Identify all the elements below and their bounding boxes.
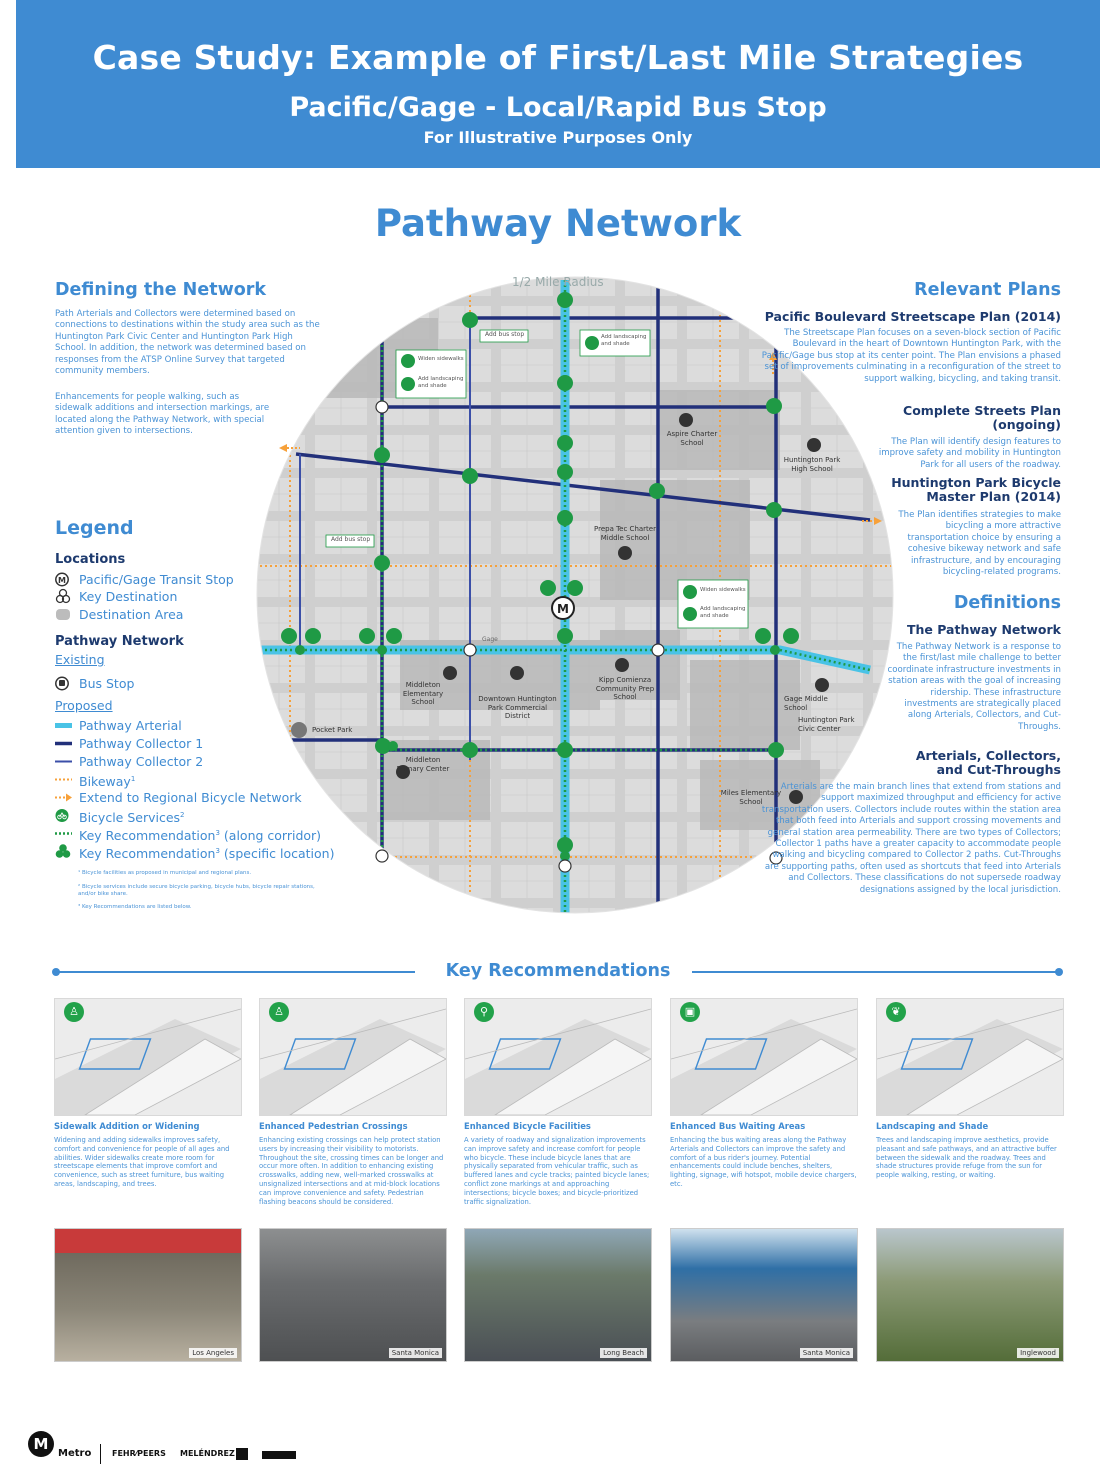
plan-2-title-a: Complete Streets Plan [903,403,1061,418]
footnote-2: ² Bicycle services include secure bicycle parking, bicycle hubs, bicycle repair stations, and/or bike share. [78,884,315,897]
kr-body: Enhancing the bus waiting areas along the Pathway Arterials and Collectors can improve the safety and comfort of a bus rider's journey. Potential enhancements could include benches, shelters, lighting, signage, wifi hotspot, mobile device chargers, etc. [670,1136,857,1188]
definition-2-title-a: Arterials, Collectors, [915,748,1061,763]
legend-bikeway-label: Bikeway [79,774,131,790]
definition-2-title-b: and Cut-Throughs [936,762,1061,777]
place-prepatec: Prepa Tec Charter Middle School [594,525,656,542]
kr-photo [670,1228,858,1362]
plan-2-title [903,404,1061,432]
place-aspire: Aspire Charter School [666,430,718,447]
footer-divider [100,1444,101,1464]
legend-key-destination-label: Key Destination [79,589,178,604]
kr-body: Trees and landscaping improve aesthetics, provide pleasant and safe pathways, and an attractive buffer between the sidewalk and the roadway. Trees and shade structures provide refuge from the sun for people walking, resting, or waiting. [876,1136,1057,1180]
callout-widen-sidewalks-left: Widen sidewalks [418,356,464,362]
footnote-1: ¹ Bicycle facilities as proposed in municipal and regional plans. [78,870,252,876]
legend-collector-1-label: Pathway Collector 1 [79,736,204,751]
place-hphs: Huntington Park High School [783,456,841,473]
callout-landscaping-left: Add landscaping and shade [418,376,464,389]
legend-destination-area-label: Destination Area [79,607,184,622]
kr-title: Enhanced Bicycle Facilities [464,1121,591,1131]
plan-2-body: The Plan will identify design features to improve safety and mobility in Huntington Park for all users of the roadway. [878,437,1061,470]
legend-transit-stop-label: Pacific/Gage Transit Stop [79,572,234,587]
kr-photo [876,1228,1064,1362]
section-title: Pathway Network [374,202,742,245]
pedestrian-icon: ♙ [64,1002,84,1022]
legend-existing-heading: Existing [55,652,105,667]
kr-photo-caption: Santa Monica [389,1348,442,1358]
legend-heading: Legend [55,517,134,539]
callout-add-bus-stop-top: Add bus stop [485,331,525,338]
kr-title: Sidewalk Addition or Widening [54,1121,200,1131]
footnote-3: ³ Key Recommendations are listed below. [78,904,192,910]
metro-logo-icon: M [28,1431,54,1457]
bus-icon: ▣ [680,1002,700,1022]
kr-photo [464,1228,652,1362]
svg-text:M: M [58,576,66,585]
kr-photo [259,1228,447,1362]
kr-title: Enhanced Bus Waiting Areas [670,1121,806,1131]
partner-logo-bar [262,1451,296,1459]
place-middleton-elementary: Middleton Elementary School [402,681,444,706]
definition-2-body: Arterials are the main branch lines that extend from stations and support maximized throughput and efficiency for active transportation users. Collectors include routes within the station area that both feed into Arterials and support crossing movements and general station area permeability. There are two types of Collectors; Collector 1 paths have a greater capacity to accommodate people walking and bicycling compared to Collector 2 paths. Cut-Throughs are supporting paths, often used as shortcuts that feed into Arterials and Collectors. These classifications do not supersede roadway designations assigned by the local jurisdiction. [761,782,1061,895]
definition-1-body: The Pathway Network is a response to the first/last mile challenge to better coordinate infrastructure investments in station areas with the goal of increasing ridership. These infrastructure investments are strategically placed along Arterials, Collectors, and Cut-Throughs. [887,642,1061,732]
legend-key-rec-corridor-label: Key Recommendation [79,828,216,844]
bicycle-icon: ⚲ [474,1002,494,1022]
kr-photo [54,1228,242,1362]
legend-bicycle-services-label: Bicycle Services [79,810,181,826]
legend-extend-label: Extend to Regional Bicycle Network [79,790,302,805]
kr-photo-caption: Santa Monica [800,1348,853,1358]
callout-add-bus-stop-left: Add bus stop [331,536,371,543]
svg-text:M: M [557,602,569,616]
plan-2-title-b: (ongoing) [992,417,1061,432]
legend-arterial-label: Pathway Arterial [79,718,182,733]
legend-key-rec-specific-label: Key Recommendation [79,846,216,862]
place-civic-center: Huntington Park Civic Center [798,716,855,733]
plan-3-title-a: Huntington Park Bicycle [891,475,1061,490]
kr-title: Enhanced Pedestrian Crossings [259,1121,408,1131]
callout-landscaping-top: Add landscaping and shade [601,334,647,347]
key-recommendations-heading: Key Recommendations [445,961,671,981]
legend-key-rec-corridor-sup: 3 [215,829,220,837]
plan-3-title-b: Master Plan (2014) [926,489,1061,504]
leaf-icon: ❦ [886,1002,906,1022]
plan-3-title [891,476,1061,504]
kr-photo-caption: Long Beach [600,1348,647,1358]
kr-photo-caption: Los Angeles [189,1348,237,1358]
callout-widen-sidewalks-right: Widen sidewalks [700,587,746,593]
legend-bikeway-sup: 1 [130,775,136,783]
place-miles: Miles Elementary School [720,789,782,806]
place-kipp: Kipp Comienza Community Prep School [595,676,655,701]
definition-2-title [916,749,1061,777]
extend-arrow-west-icon [279,444,287,452]
definition-1-title: The Pathway Network [906,622,1061,637]
legend-collector-2-label: Pathway Collector 2 [79,754,204,769]
kr-body: Widening and adding sidewalks improves safety, comfort and convenience for people of all ages and abilities. Wider sidewalks create more room for streetscape elements that improve comfort and convenience, such as street furniture, bus waiting areas, landscaping, and trees. [54,1136,230,1188]
plan-1-body: The Streetscape Plan focuses on a seven-block section of Pacific Boulevard in the heart of Downtown Huntington Park, with the Pacific/Gage bus stop at its center point. The Plan envisions a phased set of improvements culminating in a reconfiguration of the street to support walking, bicycling, and taking transit. [761,328,1061,384]
kr-body: A variety of roadway and signalization improvements can improve safety and increase comfort for people who bicycle. These include bicycle lanes that are physically separated from vehicular traffic, such as buffered lanes and cycle tracks; painted bicycle lanes; conflict zone markings at and approaching intersections; bicycle boxes; and bicycle-prioritized traffic signalization. [464,1136,650,1206]
map-radius-label: 1/2 Mile Radius [512,275,604,289]
relevant-heading: Relevant Plans [914,280,1061,300]
legend-bus-stop-label: Bus Stop [79,676,135,691]
callout-landscaping-right: Add landscaping and shade [700,606,746,619]
place-gage-ms: Gage Middle School [784,695,828,712]
place-downtown: Downtown Huntington Park Commercial District [478,695,557,720]
plan-3-body: The Plan identifies strategies to make bicycling a more attractive transportation choice by ensuring a cohesive bikeway network and safe infrastructure, and by encouraging bicycling-related programs. [898,510,1061,578]
legend-pathway-heading: Pathway Network [55,634,184,649]
legend-key-rec-corridor-suffix: (along corridor) [219,828,322,844]
legend-proposed-heading: Proposed [55,698,113,713]
crossing-icon: ♙ [269,1002,289,1022]
defining-paragraph-2: Enhancements for people walking, such as sidewalk additions and intersection markings, are located along the Pathway Network, with special attention given to intersections. [55,392,270,437]
legend-locations-heading: Locations [55,552,126,567]
banner-subtitle: Pacific/Gage - Local/Rapid Bus Stop [289,92,827,123]
map-street-gage: Gage [482,636,498,643]
banner-note: For Illustrative Purposes Only [423,128,693,147]
fehr-peers-logo: FEHR⁄PEERS [112,1449,166,1458]
defining-heading: Defining the Network [55,280,267,300]
place-pocket-park: Pocket Park [312,726,353,734]
kr-body: Enhancing existing crossings can help protect station users by increasing their visibility to motorists. Throughout the site, crossing times can be longer and occur more often. In addition to enhancing existing crosswalks, adding new, well-marked crosswalks at unsignalized intersections and at mid-block locations can improve convenience and safety. Pedestrian flashing beacons should be considered. [259,1136,444,1206]
definitions-heading: Definitions [953,593,1061,613]
legend-key-rec-specific-sup: 3 [215,847,220,855]
legend-key-rec-specific-suffix: (specific location) [219,846,335,862]
melendrez-logo: MELÉNDREZ [180,1449,235,1458]
metro-wordmark: Metro [58,1448,92,1459]
partner-logo-mark [236,1448,248,1460]
banner-title: Case Study: Example of First/Last Mile Strategies [92,38,1024,77]
legend-bicycle-services-sup: 2 [180,811,185,819]
plan-1-title: Pacific Boulevard Streetscape Plan (2014) [764,309,1061,324]
defining-paragraph-1: Path Arterials and Collectors were determined based on connections to destinations within the study area such as the Huntington Park Civic Center and Huntington Park High School. In addition, the network was determined based on responses from the ATSP Online Survey that targeted community members. [55,309,320,377]
kr-title: Landscaping and Shade [876,1121,989,1131]
kr-photo-caption: Inglewood [1017,1348,1059,1358]
transit-stop-marker [552,597,574,619]
place-middleton-primary: Middleton Primary Center [396,756,450,773]
